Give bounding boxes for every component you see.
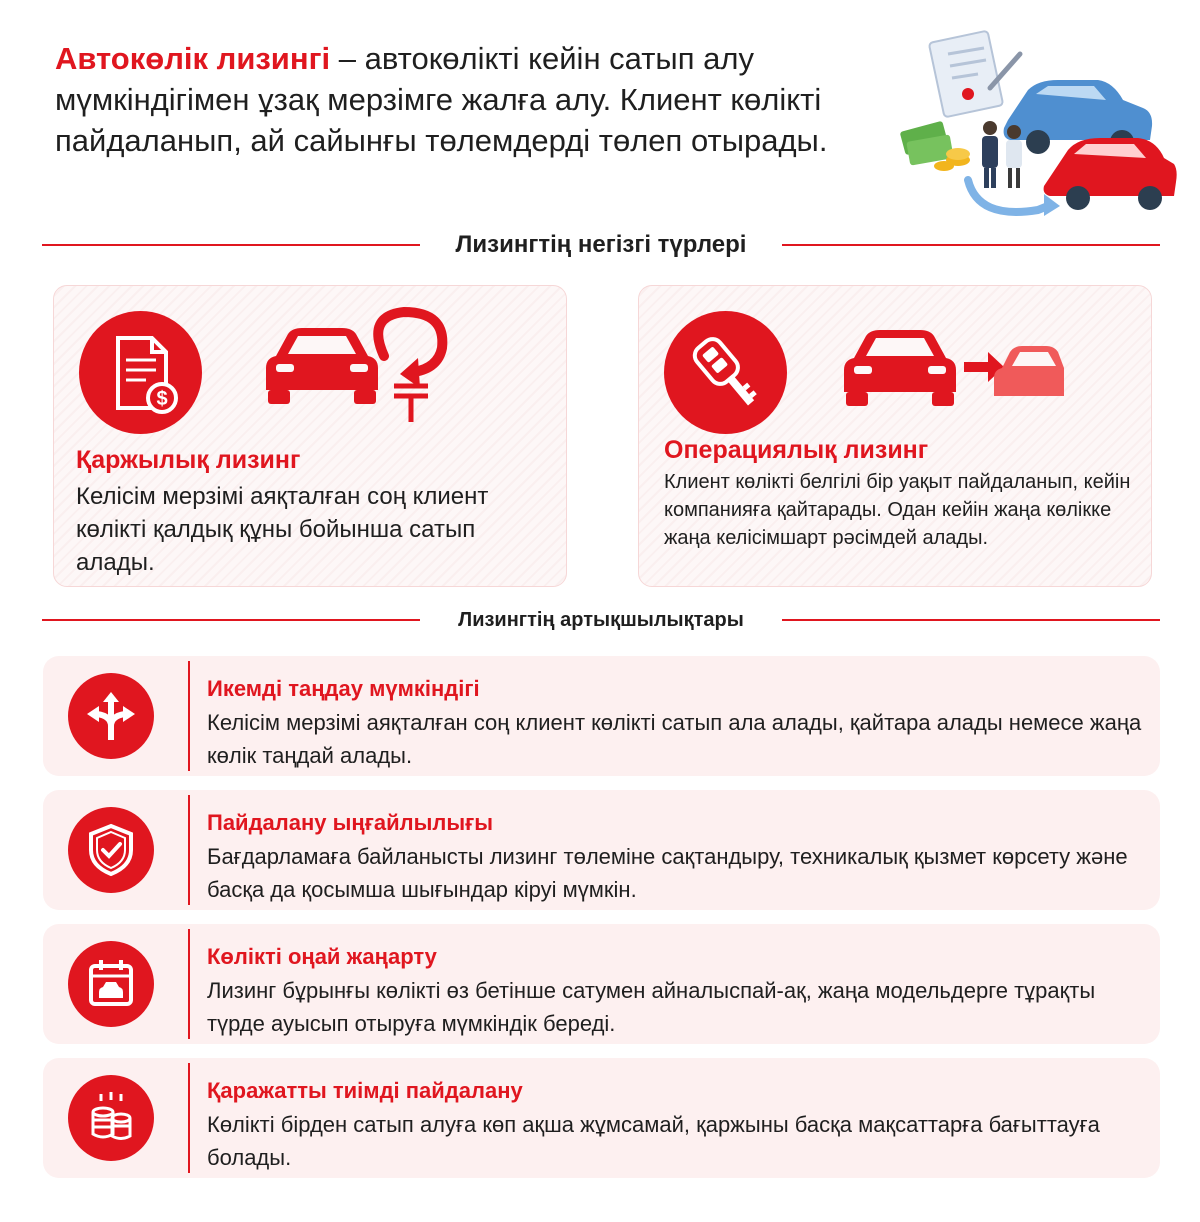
heading-rule-right [782, 244, 1160, 246]
intro-paragraph [55, 38, 875, 161]
operational-leasing-text: Клиент көлікті белгілі бір уақыт пайдаланып, кейін компанияға қайтарады. Одан кейін жаңа көлікке жаңа келісімшарт рәсімдей алады. [664, 471, 1131, 549]
card-divider [188, 1063, 190, 1173]
advantage-title: Қаражатты тиімді пайдалану [207, 1078, 523, 1103]
operational-leasing-card [638, 285, 1152, 587]
advantage-card [43, 924, 1160, 1044]
advantage-card [43, 1058, 1160, 1178]
people-icon [982, 121, 1022, 188]
car-key-icon [664, 311, 787, 434]
leasing-hero-illustration [898, 30, 1178, 220]
advantage-title: Икемді таңдау мүмкіндігі [207, 676, 480, 701]
car-exchange-icon [834, 306, 1064, 426]
section-types-title: Лизингтің негізгі түрлері [455, 231, 747, 258]
advantage-title: Көлікті оңай жаңарту [207, 944, 437, 969]
red-car-icon [1044, 138, 1177, 210]
advantage-text: Көлікті бірден сатып алуға көп ақша жұмсамай, қаржыны басқа мақсаттарға бағыттауға болады. [207, 1112, 1100, 1170]
advantage-text: Келісім мерзімі аяқталған соң клиент көлікті сатып ала алады, қайтара алады немесе жаңа көлік таңдай алады. [207, 710, 1142, 768]
section-types-heading [42, 230, 1160, 260]
car-buyback-icon [254, 306, 484, 426]
heading-rule-right [782, 619, 1160, 621]
intro-highlight: Автокөлік лизингі [55, 41, 331, 76]
document-icon [929, 31, 1003, 118]
shield-check-icon [68, 807, 154, 893]
financial-leasing-title: Қаржылық лизинг [76, 446, 301, 474]
section-advantages-title: Лизингтің артықшылықтары [458, 609, 744, 631]
money-icon [900, 121, 970, 171]
operational-leasing-title: Операциялық лизинг [664, 436, 929, 464]
section-advantages-heading [42, 605, 1160, 635]
svg-text:$: $ [155, 387, 168, 410]
advantage-title: Пайдалану ыңғайлылығы [207, 810, 494, 835]
advantage-card [43, 656, 1160, 776]
card-divider [188, 929, 190, 1039]
split-arrows-icon [68, 673, 154, 759]
advantage-text: Бағдарламаға байланысты лизинг төлеміне сақтандыру, техникалық қызмет көрсету және басқа да қосымша шығындар кіруі мүмкін. [207, 844, 1128, 902]
advantage-card [43, 790, 1160, 910]
financial-leasing-card [53, 285, 567, 587]
advantage-text: Лизинг бұрынғы көлікті өз бетінше сатумен айналыспай-ақ, жаңа модельдерге тұрақты түрде ауысып отыруға мүмкіндік береді. [207, 978, 1096, 1036]
calendar-car-icon [68, 941, 154, 1027]
card-divider [188, 661, 190, 771]
coin-stacks-icon [68, 1075, 154, 1161]
intro-text: – автокөлікті кейін сатып алу мүмкіндігімен ұзақ мерзімге жалға алу. Клиент көлікті пайдаланып, ай сайынғы төлемдерді төлеп отырады. [55, 41, 828, 158]
invoice-icon [79, 311, 202, 434]
financial-leasing-text: Келісім мерзімі аяқталған соң клиент көлікті қалдық құны бойынша сатып алады. [76, 483, 489, 576]
card-divider [188, 795, 190, 905]
